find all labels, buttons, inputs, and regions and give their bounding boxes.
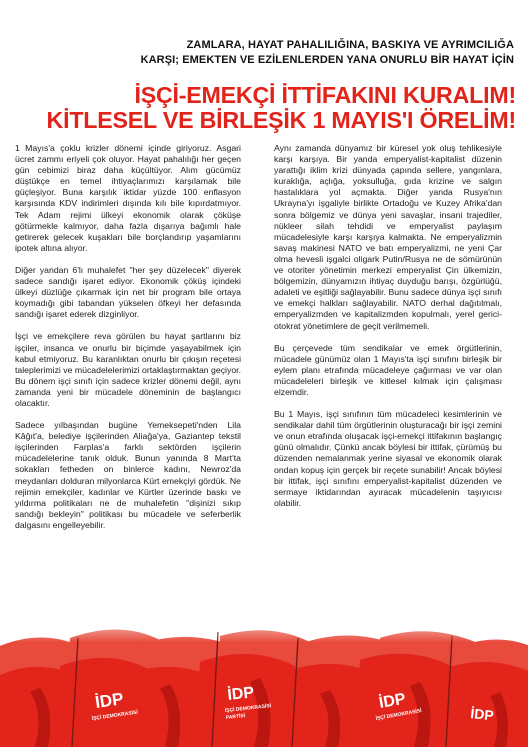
right-column (274, 143, 502, 520)
headline-line-2: KİTLESEL VE BİRLEŞİK 1 MAYIS'I ÖRELİM! (46, 107, 516, 133)
right-paragraph-1: Aynı zamanda dünyamız bir küresel yok oluş tehlikesiyle karşı karşıya. Bir yanda emperyalist-kapitalist düzenin yarattığı iklim krizi dünyada çapında sellere, yangınlara, kuraklığa, açlığa, yoksulluğa, gıda krizine ve salgın hastalıklara yol açmakta. Diğer yanda Rusya'nın Ukrayna'yı işgaliyle birlikte Ortadoğu ve Kuzey Afrika'dan sonra bölgemiz ve dünya yeni savaşlar, insani trajediler, nükleer silah tehdidi ve emperyalist paylaşım mücadelesiyle karşı karşıya kalmakta. Ne emperyalizmin savaş makinesi NATO ve batı emperyalizmi, ne yeni Çar olma hevesli işgalci oligark Putin/Rusya ne de sömürünün ve otoriter yönetimin merkezi emperyalist Çin ülkemizin, bölgemizin, dünyamızın ihtiyaç duyduğu barışı, özgürlüğü, adaleti ve eşitliği sağlayabilir. Bunu sadece dünya işçi sınıfı ve emekçi halkları sağlayabilir. NATO derhal dağıtılmalı, emperyalizmden ve kapitalizmden kopulmalı, yerel gerici-otokrat yönetimlere de geçit verilmemeli. (274, 143, 502, 331)
flag-banner-image (0, 608, 528, 747)
headline-line-1: İŞÇİ-EMEKÇİ İTTİFAKINI KURALIM! (134, 82, 516, 108)
red-flags-illustration (0, 608, 528, 747)
left-paragraph-2: Diğer yandan 6'lı muhalefet "her şey düzelecek" diyerek sadece sandığı işaret ediyor. Ekonomik çöküş içindeki ülkeyi düzlüğe çıkarmak için net bir program bile ortaya koymadığı gibi tabandan yükselen öfkeyi her defasında sandığı işaret ederek dizginliyor. (15, 264, 241, 320)
left-paragraph-3: İşçi ve emekçilere reva görülen bu hayat şartlarını biz işçiler, insanca ve onurlu bir biçimde yaşayabilmek için kabul etmiyoruz. Bu karanlıktan onurlu bir çıkışın reçetesi taleplerimizi ve mücadelelerimizi ortaklaştırmaktan geçiyor. Bu dönem işçi sınıfı için sadece krizler dönemi değil, aynı zamanda yeni bir mücadele döneminin de başlangıcı olacaktır. (15, 331, 241, 408)
left-paragraph-1: 1 Mayıs'a çoklu krizler dönemi içinde giriyoruz. Asgari ücret zammı eriyeli çok oluyor. Hayat pahalılığı her geçen gün cebimizi biraz daha küçültüyor. Alım gücümüz düştükçe en temel ihtiyaçlarımızı karşılamak bile güçleşiyor. Buna karşılık iktidar yüzde 100 enflasyon karşısında KDV indirimleri dışında kılı bile kıpırdatmıyor. Tek Adam rejimi ülkeyi ekonomik olarak çöküşe götürmekle kalmıyor, daha fazla dışarıya bağımlı hale getirerek gelecek kuşakları bile borçlandırıp yaşamlarını ipotek altına alıyor. (15, 143, 241, 253)
header-line-1: ZAMLARA, HAYAT PAHALILIĞINA, BASKIYA VE AYRIMCILIĞA (186, 39, 514, 51)
right-paragraph-2: Bu çerçevede tüm sendikalar ve emek örgütlerinin, mücadele günümüz olan 1 Mayıs'ta işçi sınıfını birleşik bir eylem planı etrafında mücadeleye çağırması ve var olan mücadeleleri birleşik ve kitlesel kılmak için çalışması elzemdir. (274, 342, 502, 397)
left-column (15, 143, 241, 542)
right-paragraph-3: Bu 1 Mayıs, işçi sınıfının tüm mücadeleci kesimlerinin ve sendikalar dahil tüm örgütlerinin oluşturacağı bir işçi zemini ve onun etrafında oluşacak işçi-emekçi ittifakının başlangıç günü olmalıdır. Çünkü ancak böylesi bir ittifak, çürümüş bu düzenden nemalanmak yerine siyasal ve ekonomik olarak ondan kopuş için gerçek bir reçete sunabilir! Ancak böylesi bir ittifak, işçi sınıfını emperyalist-kapitalist düzenden ve sermaye iktidarından ayıracak mücadelenin taşıyıcısı olabilir. (274, 409, 502, 508)
left-paragraph-4: Sadece yılbaşından bugüne Yemeksepeti'nden Lila Kâğıt'a, belediye işçilerinden Aliağa'ya, Gaziantep tekstil işçilerinden Farplas'a farklı sektörden işçilerin mücadelelerine tanık olduk. Bunun yanında 8 Mart'ta sokakları fetheden on binlerce kadını, Newroz'da meydanları dolduran milyonlarca Kürt emekçiyi gördük. Ne rejimin emekçiler, kadınlar ve Kürtler üzerinde baskı ve yıldırma politikaları ne de muhalefetin "dişinizi sıkıp sandığı bekleyin" politikası bu mücadele ve seferberlik dalgasını engelleyebilir. (15, 420, 241, 530)
header-line-2: KARŞI; EMEKTEN VE EZİLENLERDEN YANA ONURLU BİR HAYAT İÇİN (140, 54, 514, 66)
